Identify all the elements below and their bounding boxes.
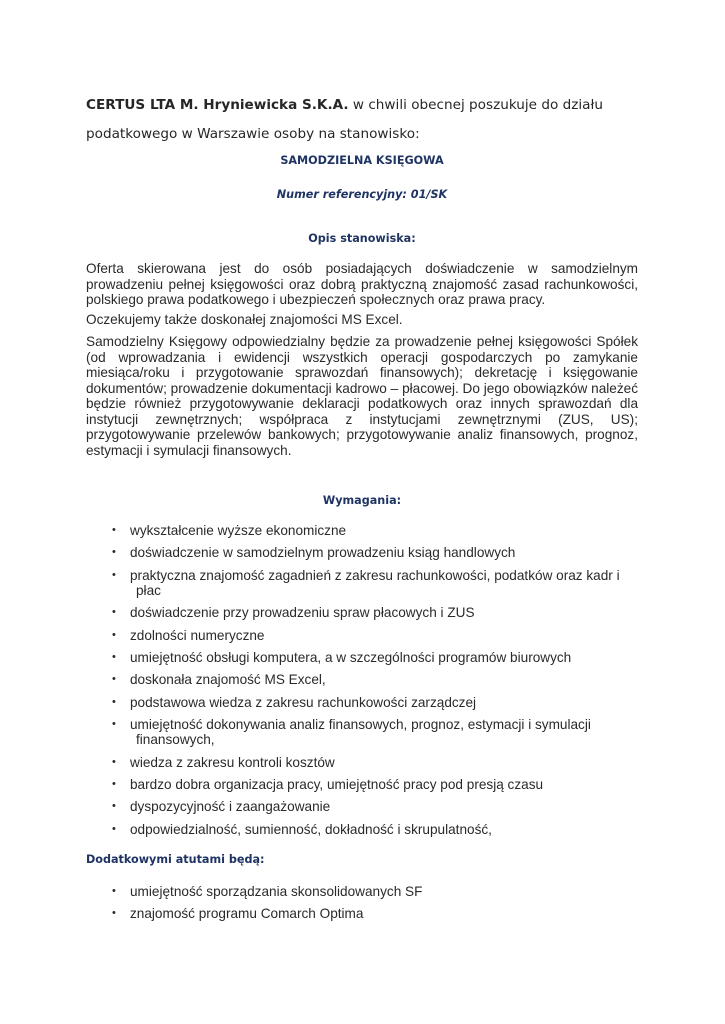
bullet-icon: • (112, 524, 116, 536)
requirement-item-text: bardzo dobra organizacja pracy, umiejętność pracy pod presją czasu (130, 776, 544, 792)
requirement-item (112, 777, 632, 793)
requirement-item-text: doświadczenie przy prowadzeniu spraw płacowych i ZUS (130, 605, 475, 621)
position-title: SAMODZIELNA KSIĘGOWA (280, 154, 444, 167)
reference-number: Numer referencyjny: 01/SK (276, 188, 448, 201)
requirement-item-text: odpowiedzialność, sumienność, dokładność i skrupulatność, (130, 821, 492, 837)
intro-paragraph (86, 91, 646, 149)
extras-list (112, 884, 632, 929)
bullet-icon: • (112, 628, 116, 641)
extra-item (112, 884, 632, 900)
requirement-item-continuation: finansowych, (136, 732, 215, 748)
requirement-item (112, 605, 632, 621)
requirement-item (112, 568, 632, 599)
description-heading: Opis stanowiska: (308, 232, 416, 245)
requirement-item (112, 672, 632, 688)
bullet-icon: • (112, 695, 116, 708)
description-paragraph-1: Oferta skierowana jest do osób posiadających doświadczenie w samodzielnym prowadzeniu pełnej księgowości oraz dobrą praktyczną znajomość zasad rachunkowości, polskiego prawa podatkowego i ubezpieczeń społecznych oraz prawa pracy. (86, 261, 638, 307)
bullet-icon: • (112, 822, 116, 835)
bullet-icon: • (112, 546, 116, 559)
requirement-item-text: wiedza z zakresu kontroli kosztów (130, 754, 335, 770)
requirement-item (112, 545, 632, 561)
extras-heading: Dodatkowymi atutami będą: (86, 853, 265, 866)
requirement-item-text: podstawowa wiedza z zakresu rachunkowości zarządczej (130, 694, 477, 710)
requirement-item-text: zdolności numeryczne (130, 627, 265, 643)
requirement-item-text: umiejętność obsługi komputera, a w szczególności programów biurowych (130, 649, 572, 665)
requirement-item (112, 717, 632, 748)
bullet-icon: • (112, 907, 116, 920)
intro-text: w chwili obecnej poszukuje do działu podatkowego w Warszawie osoby na stanowisko: (86, 97, 603, 142)
requirement-item (112, 650, 632, 666)
bullet-icon: • (112, 568, 116, 581)
requirement-item (112, 628, 632, 644)
requirement-item-text: umiejętność dokonywania analiz finansowych, prognoz, estymacji i symulacji (130, 716, 591, 732)
description-paragraph-2: Oczekujemy także doskonałej znajomości MS Excel. (86, 312, 403, 327)
requirement-item-text: dyspozycyjność i zaangażowanie (130, 799, 331, 815)
extra-item (112, 906, 632, 922)
bullet-icon: • (112, 717, 116, 730)
requirement-item-continuation: płac (136, 583, 161, 599)
bullet-icon: • (112, 606, 116, 619)
requirement-item (112, 755, 632, 771)
requirement-item-text: doskonała znajomość MS Excel, (130, 672, 326, 688)
requirement-item (112, 695, 632, 711)
requirement-item-text: praktyczna znajomość zagadnień z zakresu rachunkowości, podatków oraz kadr i (130, 567, 620, 583)
bullet-icon: • (112, 755, 116, 768)
requirement-item (112, 523, 632, 539)
bullet-icon: • (112, 673, 116, 686)
extra-item-text: znajomość programu Comarch Optima (130, 906, 364, 922)
bullet-icon: • (112, 885, 116, 897)
description-paragraph-3: Samodzielny Księgowy odpowiedzialny będzie za prowadzenie pełnej księgowości Spółek (od wprowadzania i ewidencji wszystkich operacji gospodarczych po zamykanie miesiąca/roku i przygotowanie sprawozdań finansowych); dekretację i księgowanie dokumentów; prowadzenie dokumentacji kadrowo – płacowej. Do jego obowiązków należeć będzie również przygotowywanie deklaracji podatkowych oraz innych sprawozdań dla instytucji zewnętrznych; współpraca z instytucjami zewnętrznymi (ZUS, US); przygotowywanie przelewów bankowych; przygotowywanie analiz finansowych, prognoz, estymacji i symulacji finansowych. (86, 334, 638, 458)
bullet-icon: • (112, 650, 116, 663)
requirement-item (112, 822, 632, 838)
bullet-icon: • (112, 777, 116, 790)
requirement-item-text: wykształcenie wyższe ekonomiczne (130, 523, 347, 538)
bullet-icon: • (112, 800, 116, 813)
requirement-item (112, 799, 632, 815)
extra-item-text: umiejętność sporządzania skonsolidowanych SF (130, 884, 423, 899)
requirements-list (112, 523, 632, 844)
company-name: CERTUS LTA M. Hryniewicka S.K.A. (86, 97, 349, 113)
requirement-item-text: doświadczenie w samodzielnym prowadzeniu ksiąg handlowych (130, 545, 516, 561)
requirements-heading: Wymagania: (322, 494, 402, 507)
